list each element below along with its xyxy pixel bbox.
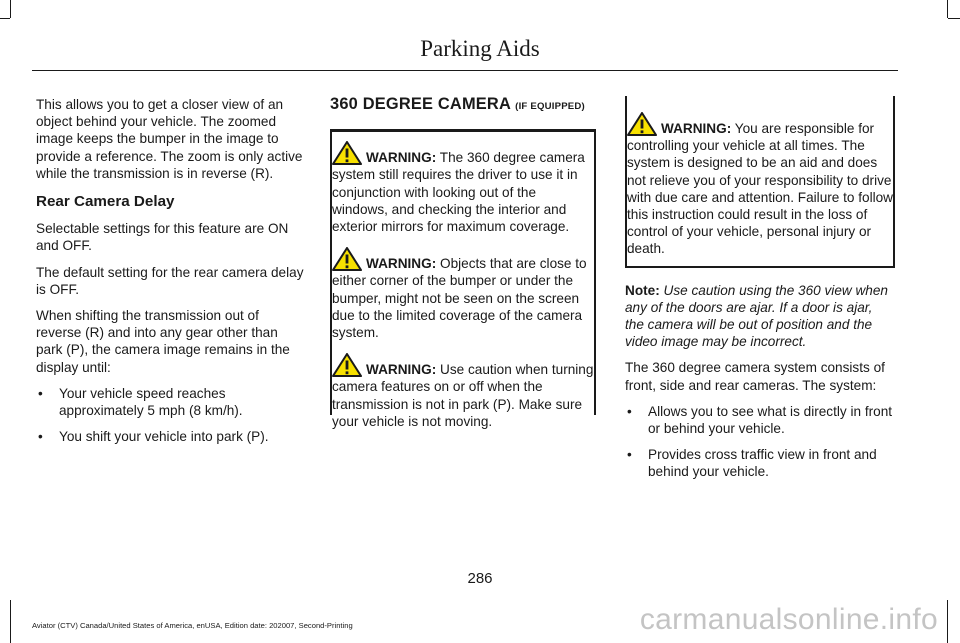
paragraph: When shifting the transmission out of reverse (R) and into any gear other than park (P), the camera image remains in the display until: xyxy=(36,308,290,375)
note-label: Note: xyxy=(625,282,660,298)
list-item xyxy=(36,428,306,445)
warning-label: WARNING: xyxy=(366,150,437,166)
column-middle xyxy=(330,95,596,429)
intro-paragraph: This allows you to get a closer view of an object behind your vehicle. The zoomed image keeps the bumper in the image to provide a reference. The zoom is only active while the transmission is in reverse (R). xyxy=(36,97,303,181)
warning-triangle-icon xyxy=(332,247,362,271)
bullet-icon: • xyxy=(627,403,632,419)
page-title: Parking Aids xyxy=(420,36,540,61)
warning-paragraph xyxy=(332,141,594,235)
crop-mark xyxy=(10,600,11,643)
section-heading-suffix: (IF EQUIPPED) xyxy=(515,101,585,112)
bullet-list xyxy=(36,385,306,446)
page-number: 286 xyxy=(467,570,493,587)
warning-triangle-icon xyxy=(332,353,362,377)
rear-camera-delay-heading: Rear Camera Delay xyxy=(36,193,175,211)
watermark: carmanualsonline.info xyxy=(639,603,938,636)
footer-edition-text: Aviator (CTV) Canada/United States of America, enUSA, Edition date: 202007, Second-Printing xyxy=(32,621,353,630)
paragraph: The 360 degree camera system consists of front, side and rear cameras. The system: xyxy=(625,360,885,393)
list-item-text: Your vehicle speed reaches approximately 5 mph (8 km/h). xyxy=(59,385,243,419)
crop-mark xyxy=(10,0,11,18)
crop-mark xyxy=(0,18,10,19)
warning-text: The 360 degree camera system still requires the driver to use it in conjunction with looking out of the windows, and checking the interior and exterior mirrors for maximum coverage. xyxy=(332,150,585,235)
warning-triangle-icon xyxy=(332,141,362,165)
warning-box xyxy=(625,96,895,268)
bullet-list xyxy=(625,403,895,481)
warning-text: Objects that are close to either corner of the bumper or under the bumper, might not be seen on the screen due to the limited coverage of the camera system. xyxy=(332,256,587,341)
warning-paragraph xyxy=(332,247,594,341)
warning-triangle-icon xyxy=(627,112,657,136)
crop-mark xyxy=(947,0,948,18)
warning-paragraph xyxy=(332,353,594,430)
crop-mark xyxy=(947,600,948,643)
bullet-icon: • xyxy=(38,429,43,445)
paragraph: Selectable settings for this feature are ON and OFF. xyxy=(36,221,289,254)
list-item xyxy=(36,385,306,419)
list-item-text: Allows you to see what is directly in front or behind your vehicle. xyxy=(648,403,893,437)
crop-mark xyxy=(948,18,960,19)
warning-paragraph xyxy=(627,112,893,258)
column-left xyxy=(36,96,306,454)
list-item-text: You shift your vehicle into park (P). xyxy=(59,429,269,445)
bullet-icon: • xyxy=(38,385,43,401)
paragraph: The default setting for the rear camera delay is OFF. xyxy=(36,264,304,297)
warning-text: You are responsible for controlling your vehicle at all times. The system is designed to be an aid and does not relieve you of your responsibility to drive with due care and attention. Failure to follow this instruction could result in the loss of control of your vehicle, personal injury or death. xyxy=(627,121,893,257)
list-item xyxy=(625,446,895,480)
list-item xyxy=(625,403,895,437)
warning-label: WARNING: xyxy=(366,256,437,272)
warning-label: WARNING: xyxy=(661,121,732,136)
column-right xyxy=(625,96,895,490)
warning-label: WARNING: xyxy=(366,362,437,378)
note-paragraph xyxy=(625,282,895,351)
section-heading xyxy=(330,96,596,115)
bullet-icon: • xyxy=(627,447,632,463)
section-heading-text: 360 DEGREE CAMERA xyxy=(330,95,511,113)
list-item-text: Provides cross traffic view in front and behind your vehicle. xyxy=(648,447,877,480)
header-divider xyxy=(32,70,898,71)
note-text: Use caution using the 360 view when any of the doors are ajar. If a door is ajar, the camera will be out of position and the video image may be incorrect. xyxy=(625,282,888,350)
warning-text: Use caution when turning camera features on or off when the transmission is not in park (P). Make sure your vehicle is not moving. xyxy=(332,362,594,429)
warning-box xyxy=(330,129,596,429)
